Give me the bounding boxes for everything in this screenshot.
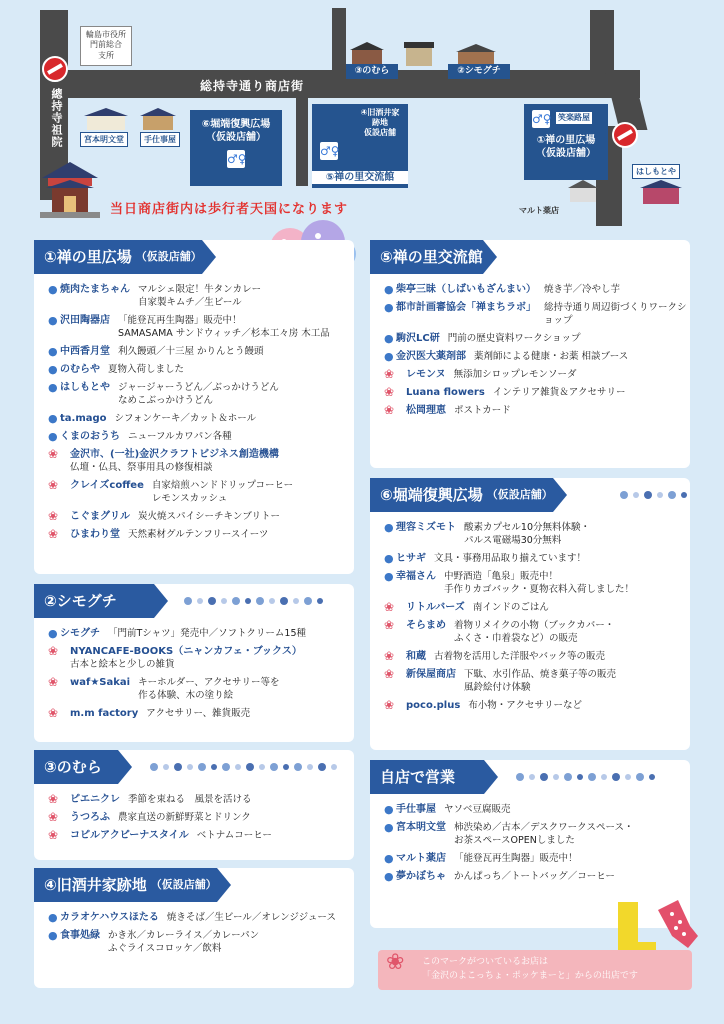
horibata-line: （仮設店舗）: [206, 132, 266, 143]
description-line: 「能登瓦再生陶器」販売中！: [118, 315, 242, 326]
section-subtitle: （仮設店舗）: [486, 488, 553, 501]
shop-item: [48, 345, 354, 358]
no-entry-icon: [42, 56, 68, 82]
lotus-icon: ❀: [384, 649, 395, 663]
restroom-icon: ♂♀: [320, 144, 340, 158]
shop-name: リトルバーズ: [406, 602, 465, 613]
shop-item: [384, 699, 690, 712]
lotus-icon: ❀: [384, 667, 395, 681]
bullet-icon: ●: [384, 852, 394, 865]
house-icon: [140, 108, 176, 130]
shop-name: 宮本明文堂: [396, 822, 446, 833]
shop-item: [48, 381, 354, 407]
city-hall-line: 門前総合: [90, 40, 122, 50]
shop-description: [493, 386, 626, 399]
description-line: 仏壇・仏具、祭事用具の修復相談: [70, 462, 213, 473]
shop-name: 焼肉たまちゃん: [60, 284, 130, 295]
house-icon: [84, 108, 128, 130]
shop-item: [48, 911, 354, 924]
section-header: [34, 750, 118, 784]
shop-name: 幸福さん: [396, 571, 436, 582]
legend-line: このマークがついているお店は: [422, 957, 549, 967]
shop-name: カラオケハウスほたる: [60, 912, 159, 923]
shop-description: [454, 619, 614, 645]
section-title: ⑥堀端復興広場: [380, 486, 483, 504]
top-road-mid: [332, 8, 346, 74]
shop-item: [48, 430, 354, 443]
shop-description: [454, 852, 578, 865]
shop-item: [384, 570, 690, 596]
description-line: かき氷／カレーライス／カレーパン: [108, 930, 260, 941]
shop-name: Luana flowers: [406, 387, 485, 398]
shop-description: [108, 363, 184, 376]
bullet-icon: ●: [384, 870, 394, 883]
bullet-icon: ●: [48, 283, 58, 296]
shop-description: [454, 821, 634, 847]
area-map: [0, 0, 724, 232]
house-icon: [404, 42, 434, 66]
description-line: 季節を束ねる 風景を活ける: [128, 794, 252, 805]
shop-item: [48, 645, 354, 671]
section-title: ①禅の里広場: [44, 248, 132, 266]
description-line: 農家直送の新鮮野菜とドリンク: [118, 812, 251, 823]
shop-name: レモンヌ: [406, 369, 446, 380]
description-line: キーホルダー、アクセサリー等を: [138, 677, 280, 688]
description-line: 炭火焼スパイシーチキンブリトー: [138, 511, 281, 522]
bullet-icon: ●: [384, 283, 394, 296]
description-line: アクセサリー、雑貨販売: [146, 708, 251, 719]
bullet-icon: ●: [384, 570, 394, 583]
sakai-block: [312, 104, 408, 188]
description-line: お茶スペースOPENしました: [454, 835, 575, 846]
description-line: レモンスカッシュ: [151, 493, 228, 504]
shop-description: [468, 699, 582, 712]
shop-description: [448, 332, 581, 345]
shop-item: [48, 479, 354, 505]
section-header: [34, 240, 202, 274]
shop-description: [434, 650, 605, 663]
section-header: [370, 760, 484, 794]
shop-description: [464, 668, 616, 694]
bullet-icon: ●: [48, 314, 58, 327]
shop-item: [48, 528, 354, 541]
bullet-icon: ●: [48, 412, 58, 425]
description-line: ふくさ・巾着袋など）の販売: [454, 633, 578, 644]
bullet-icon: ●: [48, 430, 58, 443]
horibata-block: [190, 110, 282, 186]
shop-name: m.m factory: [70, 708, 139, 719]
description-line: なめこぶっかけうどん: [118, 395, 214, 406]
hashimotoya-label: はしもとや: [632, 164, 680, 179]
shop-description: [138, 676, 279, 702]
side-road-label: 總持寺祖院: [50, 88, 63, 148]
section-title: ④旧酒井家跡地: [44, 876, 147, 894]
shop-list: [34, 784, 354, 842]
section-nomura: [34, 750, 354, 860]
shop-item: [48, 829, 354, 842]
description-line: ふぐライスコロッケ／飲料: [108, 943, 222, 954]
shop-item: [384, 301, 690, 327]
shop-description: [118, 811, 251, 824]
section-title: ⑤禅の里交流館: [380, 248, 483, 266]
shop-name: 沢田陶器店: [60, 315, 110, 326]
shop-name: うつろふ: [70, 812, 110, 823]
shop-item: [384, 386, 690, 399]
shop-description: [128, 793, 252, 806]
shop-item: [384, 350, 690, 363]
description-line: ポストカード: [454, 405, 511, 416]
shop-description: [444, 570, 634, 596]
lotus-icon: ❀: [48, 675, 59, 689]
city-hall-line: 支所: [98, 50, 114, 60]
shop-name: クレイズcoffee: [70, 480, 144, 491]
description-line: パルス電磁場30分無料: [464, 535, 562, 546]
legend-line: 「金沢のよこっちょ・ポッケまーと」からの出店です: [422, 971, 638, 981]
miyamoto-label: 宮本明文堂: [80, 132, 128, 147]
bullet-icon: ●: [48, 911, 58, 924]
shop-item: [48, 510, 354, 523]
shop-description: [544, 283, 620, 296]
shop-description: [146, 707, 250, 720]
bullet-icon: ●: [384, 821, 394, 834]
description-line: 自家製キムチ／生ビール: [138, 297, 242, 308]
shop-name: 手仕事屋: [396, 804, 436, 815]
shop-item: [384, 870, 690, 883]
shop-name: のむらや: [60, 364, 100, 375]
shop-item: [384, 404, 690, 417]
shop-description: [444, 803, 511, 816]
shop-name: はしもとや: [60, 382, 110, 393]
bullet-icon: ●: [384, 301, 394, 314]
shop-item: [384, 332, 690, 345]
description-line: 風鈴絵付け体験: [464, 682, 531, 693]
section-horibata: [370, 478, 690, 750]
description-line: 「門前Tシャツ」発売中／ソフトクリーム15種: [108, 628, 307, 639]
dots-decoration: [516, 773, 655, 781]
right-road: [605, 70, 648, 130]
description-line: 焼きそば／生ビール／オレンジジュース: [166, 912, 336, 923]
description-line: 文具・事務用品取り揃えています！: [434, 553, 587, 564]
lotus-icon: ❀: [386, 950, 405, 975]
bullet-icon: ●: [384, 521, 394, 534]
description-line: 古本と絵本と少しの雑貨: [70, 659, 175, 670]
house-icon: [456, 44, 496, 66]
section-shimoguchi: [34, 584, 354, 742]
no-entry-icon: [612, 122, 638, 148]
shop-list: [370, 274, 690, 417]
nomura-label: ③のむら: [346, 64, 398, 79]
lotus-icon: ❀: [384, 698, 395, 712]
shop-description: [118, 314, 330, 340]
shop-item: [48, 676, 354, 702]
description-line: 古着物を活用した洋服やバック等の販売: [434, 651, 606, 662]
shop-name: 松岡理恵: [406, 405, 446, 416]
shop-name: 理容ミズモト: [396, 522, 456, 533]
section-header: [370, 478, 553, 512]
shop-item: [384, 852, 690, 865]
lotus-icon: ❀: [48, 478, 59, 492]
description-line: 南インドのごはん: [472, 602, 549, 613]
description-line: 夏物入荷しました: [108, 364, 185, 375]
section-title: 自店で営業: [380, 768, 456, 786]
shop-item: [48, 314, 354, 340]
lotus-icon: ❀: [48, 447, 59, 461]
shop-item: [48, 363, 354, 376]
shop-name: 中西香月堂: [60, 346, 110, 357]
shop-item: [48, 707, 354, 720]
description-line: かんぱっち／トートバッグ／コーヒー: [454, 871, 615, 882]
sakai-line: 跡地: [372, 118, 388, 127]
description-line: SAMASAMA サンドウィッチ／杉本工々房 木工品: [118, 328, 330, 339]
city-hall-box: [80, 26, 132, 66]
shop-description: [167, 911, 336, 924]
description-line: 無添加シロップレモンソーダ: [453, 369, 577, 380]
section-zen-plaza: [34, 240, 354, 574]
shop-item: [384, 283, 690, 296]
shop-description: [474, 350, 628, 363]
section-header: [34, 584, 154, 618]
shop-item: [48, 627, 354, 640]
description-line: ベトナムコーヒー: [196, 830, 272, 841]
shop-name: シモグチ: [60, 628, 100, 639]
shop-name: 駒沢LC研: [396, 333, 440, 344]
shop-description: [128, 528, 268, 541]
description-line: ヤソベ豆腐販売: [444, 804, 511, 815]
shop-description: [48, 461, 354, 474]
shop-name: 食事処緑: [60, 930, 100, 941]
shop-item: [384, 650, 690, 663]
side-road: [296, 96, 308, 186]
shop-item: [384, 803, 690, 816]
bullet-icon: ●: [48, 363, 58, 376]
shop-name: waf★Sakai: [70, 677, 131, 688]
zen-line: ①禅の里広場: [536, 135, 596, 146]
shop-description: [454, 368, 577, 381]
description-line: ニューフルカワパン各種: [128, 431, 232, 442]
section-subtitle: （仮設店舗）: [135, 250, 202, 263]
shop-item: [48, 929, 354, 955]
shop-description: [544, 301, 690, 327]
description-line: 作る体験、木の塗り絵: [138, 690, 234, 701]
shop-item: [48, 793, 354, 806]
lotus-icon: ❀: [48, 810, 59, 824]
shop-description: [118, 381, 279, 407]
restroom-icon: ♂♀: [227, 152, 247, 166]
shop-description: [108, 929, 259, 955]
bullet-icon: ●: [384, 332, 394, 345]
description-line: 手作りカゴバック・夏物衣料入荷しました！: [444, 584, 635, 595]
shop-description: [152, 479, 293, 505]
bullet-icon: ●: [48, 381, 58, 394]
restroom-icon: ♂♀: [532, 112, 552, 126]
shop-description: [138, 283, 261, 309]
dots-decoration: [184, 597, 323, 605]
bullet-icon: ●: [48, 345, 58, 358]
section-header: [370, 240, 483, 274]
section-sakai: [34, 868, 354, 988]
lotus-icon: ❀: [48, 644, 59, 658]
section-header: [34, 868, 217, 902]
shop-name: マルト薬店: [396, 853, 446, 864]
description-line: 布小物・アクセサリーなど: [468, 700, 583, 711]
top-road-right: [590, 10, 614, 74]
description-line: 柿渋染め／古本／デスクワークスペース・: [454, 822, 634, 833]
lotus-icon: ❀: [48, 828, 59, 842]
sakai-line: ④旧酒井家: [360, 108, 400, 117]
description-line: 酸素カプセル10分無料体験・: [464, 522, 590, 533]
dots-decoration: [150, 763, 337, 771]
bullet-icon: ●: [48, 929, 58, 942]
house-icon: [640, 180, 682, 204]
section-title: ③のむら: [44, 758, 102, 776]
description-line: 門前の歴史資料ワークショップ: [447, 333, 581, 344]
description-line: 総持寺通り周辺街づくりワークショップ: [544, 302, 687, 326]
shop-item: [384, 821, 690, 847]
shop-name: 柴亭三昧（しばいもざんまい）: [396, 284, 536, 295]
shop-list: [34, 274, 354, 541]
lotus-icon: ❀: [48, 792, 59, 806]
shop-name: コピルアクピーナスタイル: [70, 830, 189, 841]
shop-description: [118, 345, 264, 358]
shop-description: [128, 430, 232, 443]
section-zen-hall: [370, 240, 690, 468]
shop-description: [434, 552, 586, 565]
house-icon: [350, 42, 384, 66]
shop-item: [48, 448, 354, 474]
shop-description: [473, 601, 549, 614]
section-subtitle: （仮設店舗）: [150, 878, 217, 891]
bullet-icon: ●: [384, 803, 394, 816]
shop-item: [48, 811, 354, 824]
zen-block: [524, 104, 608, 180]
shop-description: [115, 412, 257, 425]
dots-decoration: [620, 491, 687, 499]
lotus-icon: ❀: [48, 527, 59, 541]
temple-icon: [40, 160, 100, 218]
section-title: ②シモグチ: [44, 592, 117, 610]
shop-item: [384, 601, 690, 614]
lotus-icon: ❀: [384, 600, 395, 614]
city-hall-line: 輪島市役所: [86, 30, 126, 39]
shop-description: [48, 658, 354, 671]
shop-item: [384, 619, 690, 645]
description-line: 「能登瓦再生陶器」販売中！: [454, 853, 578, 864]
description-line: 薬剤師による健康・お薬 相談ブース: [474, 351, 629, 362]
horibata-line: ⑥堀端復興広場: [201, 119, 271, 130]
description-line: ジャージャーうどん／ぶっかけうどん: [118, 382, 279, 393]
shop-name: 夢かぼちゃ: [396, 871, 446, 882]
shop-name: ピエニクレ: [70, 794, 120, 805]
shop-name: 新保屋商店: [406, 669, 456, 680]
description-line: 着物リメイクの小物（ブックカバー・: [454, 620, 615, 631]
shop-description: [454, 870, 615, 883]
shop-list: [34, 902, 354, 955]
lotus-legend: [378, 950, 692, 990]
description-line: 自家焙煎ハンドドリップコーヒー: [151, 480, 294, 491]
shop-description: [197, 829, 272, 842]
lotus-icon: ❀: [384, 618, 395, 632]
shop-list: [34, 618, 354, 720]
house-icon: [568, 180, 598, 202]
description-line: 利久饅頭／十三屋 かりんとう饅頭: [118, 346, 264, 357]
shop-description: [464, 521, 590, 547]
shop-name: 都市計画審協会「禅まちラボ」: [396, 302, 536, 313]
description-line: マルシェ限定！牛タンカレー: [138, 284, 262, 295]
shop-item: [48, 412, 354, 425]
shop-item: [384, 368, 690, 381]
shop-item: [384, 552, 690, 565]
shop-name: そらまめ: [406, 620, 446, 631]
shop-description: [454, 404, 511, 417]
shop-name: NYANCAFE-BOOKS（ニャンカフェ・ブックス）: [70, 646, 302, 657]
description-line: インテリア雑貨＆アクセサリー: [492, 387, 626, 398]
description-line: 下駄、水引作品、焼き菓子等の販売: [464, 669, 617, 680]
bullet-icon: ●: [48, 627, 58, 640]
main-street: [40, 70, 640, 98]
shop-name: ヒサギ: [396, 553, 426, 564]
description-line: 天然素材グルテンフリースイーツ: [128, 529, 269, 540]
shop-name: poco.plus: [406, 700, 461, 711]
shop-name: 和蔵: [406, 651, 426, 662]
sakai-line: 仮設店舗: [364, 128, 396, 137]
street-label: 総持寺通り商店街: [200, 79, 305, 93]
shop-name: こぐまグリル: [70, 511, 130, 522]
bullet-icon: ●: [384, 350, 394, 363]
shimoguchi-label: ②シモグチ: [448, 64, 510, 79]
lotus-icon: ❀: [384, 403, 395, 417]
bullet-icon: ●: [384, 552, 394, 565]
shourai-label: 笑楽路屋: [556, 112, 592, 124]
lotus-icon: ❀: [48, 706, 59, 720]
shop-item: [384, 668, 690, 694]
lotus-icon: ❀: [384, 367, 395, 381]
shop-description: [108, 627, 306, 640]
shop-item: [48, 283, 354, 309]
description-line: 中野酒造「亀泉」販売中！: [444, 571, 559, 582]
shop-item: [384, 521, 690, 547]
shop-name: ひまわり堂: [70, 529, 120, 540]
shop-name: ta.mago: [60, 413, 107, 424]
lotus-icon: ❀: [384, 385, 395, 399]
pedestrian-notice: 当日商店街内は歩行者天国になります: [110, 202, 349, 217]
maruto-label: マルト薬店: [519, 206, 559, 215]
zen-hall-label: ⑤禅の里交流館: [312, 171, 408, 184]
description-line: 焼き芋／冷やし芋: [544, 284, 621, 295]
shop-list: [370, 794, 690, 883]
description-line: シフォンケーキ／カット＆ホール: [114, 413, 257, 424]
shop-list: [370, 512, 690, 712]
shop-description: [138, 510, 280, 523]
shop-name: くまのおうち: [60, 431, 120, 442]
shop-name: 金沢市、(一社)金沢クラフトビジネス創造機構: [70, 449, 279, 460]
lotus-icon: ❀: [48, 509, 59, 523]
teshigoto-label: 手仕事屋: [140, 132, 180, 147]
shop-name: 金沢医大薬剤部: [396, 351, 466, 362]
zen-line: （仮設店舗）: [536, 148, 596, 159]
